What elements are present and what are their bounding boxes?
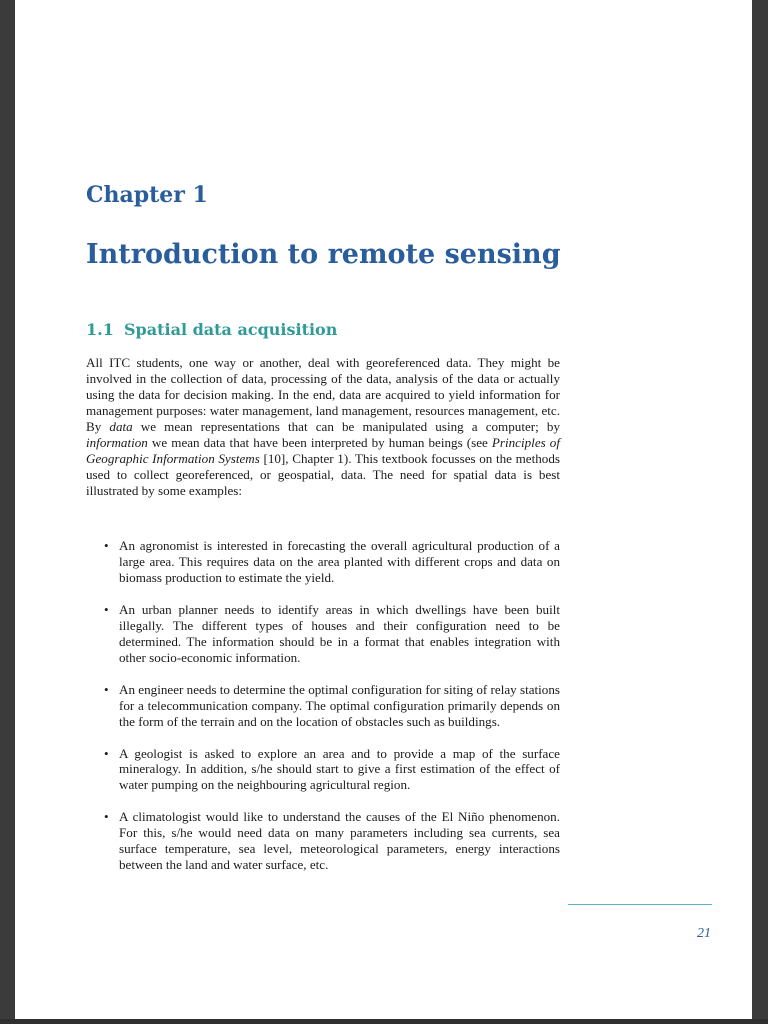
term-data: data (109, 418, 133, 434)
paragraph-text-3: we mean data that have been interpreted by human beings (see (147, 434, 492, 450)
chapter-title: Introduction to remote sensing (86, 239, 561, 270)
section-number: 1.1 (86, 320, 114, 339)
list-item-text: A geologist is asked to explore an area and to provide a map of the surface mineralogy. In addition, s/he should start to give a first estimation of the effect of water pumping on the neighbouring agricultural region. (119, 745, 560, 793)
paragraph-text-4: [10], Chapter 1). This textbook focusses on the methods used to collect georeferenced, or geospatial, data. The need for spatial data is best illustrated by some examples: (86, 450, 560, 498)
section-title: Spatial data acquisition (124, 320, 338, 339)
document-page (15, 0, 752, 1019)
bullet-icon: • (104, 681, 109, 697)
section-heading (86, 319, 337, 341)
paragraph-text-2: we mean representations that can be manipulated using a computer; by (132, 418, 560, 434)
paragraph-text-1: All ITC students, one way or another, deal with georeferenced data. They might be involved in the collection of data, processing of the data, analysis of the data or actually using the data for decision making. In the end, data are acquired to yield information for management purposes: water management, land management, resources management, etc. By (86, 355, 560, 434)
list-item (104, 538, 560, 586)
footer-divider (568, 904, 712, 905)
list-item-text: An urban planner needs to identify areas in which dwellings have been built illegally. The different types of houses and their configuration need to be determined. The information should be in a format that enables integration with other socio-economic information. (119, 601, 560, 665)
list-item-text: An engineer needs to determine the optimal configuration for siting of relay stations for a telecommunication company. The optimal configuration primarily depends on the form of the terrain and on the location of obstacles such as buildings. (119, 681, 560, 729)
term-information: information (86, 434, 148, 450)
bullet-icon: • (104, 745, 109, 761)
chapter-label: Chapter 1 (86, 182, 208, 208)
list-item-text: A climatologist would like to understand the causes of the El Niño phenomenon. For this, s/he would need data on many parameters including sea currents, sea surface temperature, sea level, meteorological parameters, energy interactions between the land and water surface, etc. (119, 809, 560, 873)
list-item (104, 602, 560, 666)
book-title-reference: Principles of Geographic Information Systems (86, 434, 560, 466)
viewer-bottom-edge (0, 1019, 768, 1024)
bullet-icon: • (104, 538, 109, 553)
list-item-text: An agronomist is interested in forecasting the overall agricultural production of a large area. This requires data on the area planted with different crops and data on biomass production to estimate the yield. (119, 538, 560, 585)
page-number: 21 (697, 926, 711, 941)
bullet-icon: • (104, 809, 109, 825)
list-item (104, 682, 560, 730)
intro-paragraph (86, 355, 560, 499)
bullet-icon: • (104, 601, 109, 617)
example-list (104, 538, 560, 889)
list-item (104, 746, 560, 794)
list-item (104, 809, 560, 873)
